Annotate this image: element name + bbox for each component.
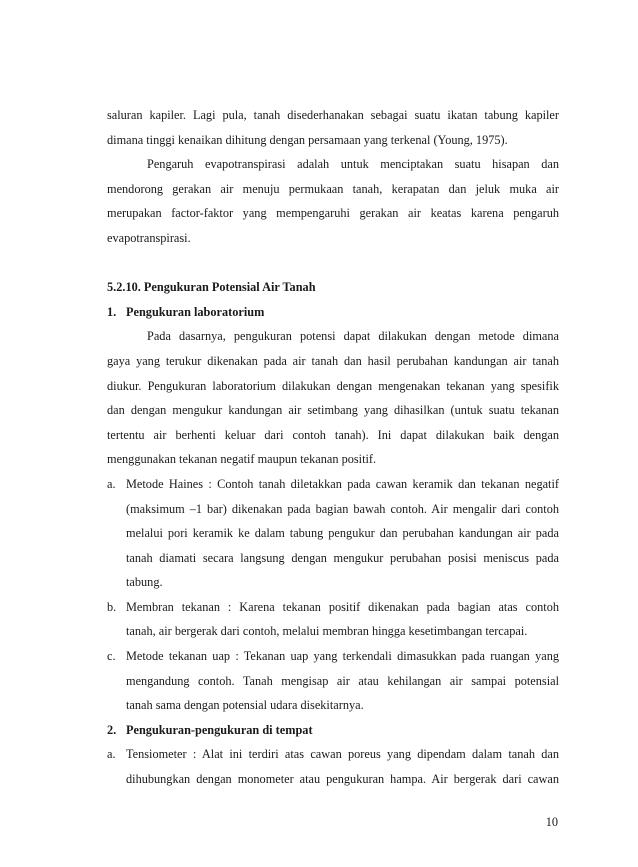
- paragraph: [107, 103, 559, 152]
- subheading: [107, 718, 559, 743]
- list-marker: a.: [107, 747, 116, 762]
- text-line: saluran kapiler. Lagi pula, tanah disederhanakan sebagai suatu ikatan tabung kapiler: [107, 108, 559, 122]
- text-line: gaya yang terukur dikenakan pada air tanah dan hasil perubahan kandungan air tanah: [107, 353, 559, 368]
- text-line: tanah sama dengan potensial udara disekitarnya.: [126, 698, 364, 713]
- text-line: tertentu air berhenti keluar dari contoh tanah). Ini dapat dilakukan baik dengan: [107, 427, 559, 442]
- list-marker: b.: [107, 599, 117, 614]
- text-line: dihubungkan dengan monometer atau pengukuran hampa. Air bergerak dari cawan: [126, 772, 559, 787]
- spacer: [107, 251, 559, 276]
- text-line: merupakan factor-faktor yang mempengaruhi gerakan air keatas karena pengaruh: [107, 206, 559, 221]
- text-line: menggunakan tekanan negatif maupun tekanan positif.: [107, 452, 377, 467]
- text-line: dimana tinggi kenaikan dihitung dengan persamaan yang terkenal (Young, 1975).: [107, 132, 508, 147]
- text-line: tabung.: [126, 575, 163, 590]
- text-line: tanah diamati secara langsung dengan mengukur perubahan posisi meniscus pada: [126, 550, 559, 565]
- subheading-title: Pengukuran laboratorium: [126, 304, 265, 319]
- text-line: Metode Haines : Contoh tanah diletakkan pada cawan keramik dan tekanan negatif: [126, 476, 559, 491]
- list-marker: a.: [107, 476, 116, 491]
- subheading: [107, 300, 559, 325]
- text-line: Membran tekanan : Karena tekanan positif dikenakan pada bagian atas contoh: [126, 599, 559, 614]
- text-line: mengandung contoh. Tanah mengisap air atau kehilangan air sampai potensial: [126, 673, 559, 688]
- list-number: 2.: [107, 722, 117, 737]
- text-line: mendorong gerakan air menuju permukaan tanah, kerapatan dan jeluk muka air: [107, 181, 559, 196]
- list-number: 1.: [107, 304, 117, 319]
- text-line: melalui pori keramik ke dalam tabung pengukur dan perubahan kandungan air pada: [126, 526, 559, 541]
- subheading-title: Pengukuran-pengukuran di tempat: [126, 722, 313, 737]
- list-item: [107, 472, 559, 595]
- text-line: tanah, air bergerak dari contoh, melalui membran hingga kesetimbangan tercapai.: [126, 624, 528, 639]
- text-line: evapotranspirasi.: [107, 230, 191, 245]
- paragraph: [107, 152, 559, 250]
- text-line: Pengaruh evapotranspirasi adalah untuk menciptakan suatu hisapan dan: [147, 157, 559, 172]
- text-line: diukur. Pengukuran laboratorium dilakukan dengan mengenakan tekanan yang spesifik: [107, 378, 559, 393]
- section-heading: 5.2.10. Pengukuran Potensial Air Tanah: [107, 280, 316, 295]
- list-item: [107, 595, 559, 644]
- paragraph: [107, 324, 559, 472]
- list-item: [107, 644, 559, 718]
- text-line: Tensiometer : Alat ini terdiri atas cawan poreus yang dipendam dalam tanah dan: [126, 747, 559, 762]
- text-line: dan dengan mengukur kandungan air setimbang yang dihasilkan (untuk suatu tekanan: [107, 403, 559, 418]
- list-marker: c.: [107, 649, 116, 664]
- text-line: Metode tekanan uap : Tekanan uap yang terkendali dimasukkan pada ruangan yang: [126, 649, 559, 664]
- page-content: [107, 103, 559, 792]
- text-line: (maksimum –1 bar) dikenakan pada bagian bawah contoh. Air mengalir dari contoh: [126, 501, 559, 516]
- list-item: [107, 742, 559, 791]
- text-line: Pada dasarnya, pengukuran potensi dapat dilakukan dengan metode dimana: [147, 329, 559, 344]
- page-number: 10: [545, 815, 558, 829]
